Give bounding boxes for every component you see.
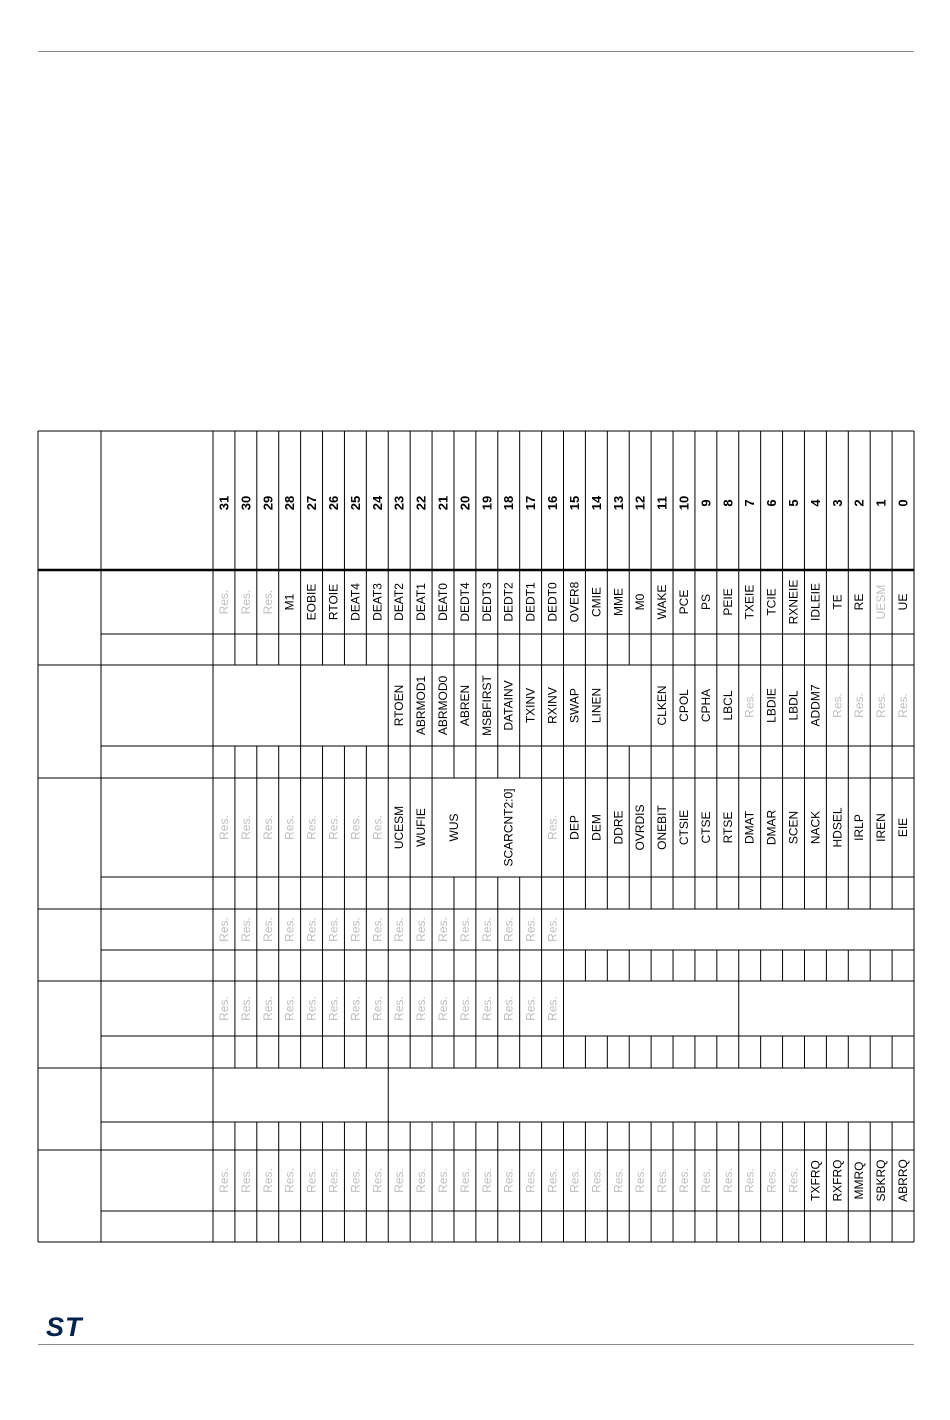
field-ovrdis: OVRDIS	[633, 804, 648, 851]
field-datainv: DATAINV	[501, 680, 516, 731]
bit-number-6: 6	[764, 499, 780, 507]
bit-number-25: 25	[347, 495, 363, 511]
field-dedt0: DEDT0	[545, 582, 560, 622]
bit-number-9: 9	[698, 499, 714, 507]
field-dep: DEP	[567, 815, 582, 840]
field-ue: UE	[896, 593, 911, 611]
reserved-field: Res.	[589, 1168, 604, 1193]
reserved-field: Res.	[392, 1168, 407, 1193]
field-dmat: DMAT	[742, 810, 757, 845]
field-hdsel: HDSEL	[830, 807, 845, 848]
reserved-field: Res.	[348, 1168, 363, 1193]
reserved-field: Res.	[545, 1168, 560, 1193]
bit-number-17: 17	[523, 495, 539, 511]
reserved-field: Res.	[392, 996, 407, 1021]
reserved-field: Res.	[523, 996, 538, 1021]
field-dem: DEM	[589, 814, 604, 841]
reserved-field: Res.	[260, 815, 275, 840]
bit-number-3: 3	[829, 499, 845, 507]
bit-number-15: 15	[566, 495, 582, 511]
field-deat4: DEAT4	[348, 583, 363, 621]
field-m1: M1	[282, 593, 297, 611]
field-abrrq: ABRRQ	[896, 1159, 911, 1202]
field-irlp: IRLP	[852, 814, 867, 841]
reserved-field: Res.	[238, 1168, 253, 1193]
reserved-field: Res.	[326, 815, 341, 840]
reserved-field: Res.	[676, 1168, 691, 1193]
bit-number-24: 24	[369, 495, 385, 511]
field-dedt2: DEDT2	[501, 582, 516, 622]
field-deat3: DEAT3	[370, 583, 385, 621]
reserved-field: Res.	[501, 996, 516, 1021]
field-deat0: DEAT0	[436, 583, 451, 621]
field-tcie: TCIE	[764, 588, 779, 616]
reserved-field: Res.	[260, 996, 275, 1021]
field-txinv: TXINV	[523, 687, 538, 724]
field-ddre: DDRE	[611, 810, 626, 845]
field-deat2: DEAT2	[392, 583, 407, 621]
reserved-field: Res.	[216, 815, 231, 840]
field-eobie: EOBIE	[304, 583, 319, 621]
reserved-field: Res.	[370, 815, 385, 840]
reserved-field: Res.	[282, 996, 297, 1021]
reserved-field: Res.	[282, 917, 297, 942]
field-wus: WUS	[446, 813, 461, 842]
field-sbkrq: SBKRQ	[874, 1159, 889, 1202]
reserved-field: Res.	[282, 1168, 297, 1193]
bit-number-26: 26	[325, 495, 341, 511]
footer-rule	[38, 1344, 914, 1345]
bit-number-23: 23	[391, 495, 407, 511]
reserved-field: Res.	[698, 1168, 713, 1193]
bit-number-7: 7	[742, 499, 758, 507]
field-abrmod1: ABRMOD1	[414, 675, 429, 736]
field-lbdl: LBDL	[786, 690, 801, 721]
reserved-field: Res.	[830, 693, 845, 718]
field-over8: OVER8	[567, 581, 582, 623]
field-nack: NACK	[808, 810, 823, 845]
bit-number-8: 8	[720, 499, 736, 507]
field-dedt1: DEDT1	[523, 582, 538, 622]
reserved-field: Res.	[282, 815, 297, 840]
field-rtse: RTSE	[720, 811, 735, 844]
field-cmie: CMIE	[589, 587, 604, 617]
reserved-field: Res.	[896, 693, 911, 718]
reserved-field: Res.	[216, 917, 231, 942]
field-rtoie: RTOIE	[326, 583, 341, 621]
reserved-field: Res.	[238, 815, 253, 840]
bit-number-31: 31	[216, 495, 232, 511]
field-m0: M0	[633, 593, 648, 611]
reserved-field: Res.	[216, 589, 231, 615]
field-dedt3: DEDT3	[479, 582, 494, 622]
reserved-field: Res.	[370, 1168, 385, 1193]
field-deat1: DEAT1	[414, 583, 429, 621]
field-onebit: ONEBIT	[655, 805, 670, 850]
reserved-field: Res.	[523, 1168, 538, 1193]
reserved-field: Res.	[764, 1168, 779, 1193]
field-wufie: WUFIE	[414, 808, 429, 847]
reserved-field: Res.	[348, 917, 363, 942]
field-ctse: CTSE	[698, 811, 713, 844]
reserved-field: Res.	[874, 693, 889, 718]
field-mmrq: MMRQ	[852, 1161, 867, 1200]
reserved-field: Res.	[523, 917, 538, 942]
reserved-field: Res.	[370, 917, 385, 942]
bit-number-10: 10	[676, 495, 692, 511]
reserved-field: Res.	[742, 693, 757, 718]
reserved-field: Res.	[457, 1168, 472, 1193]
field-eie: EIE	[896, 817, 911, 838]
bit-number-12: 12	[632, 495, 648, 511]
reserved-field: Res.	[633, 1168, 648, 1193]
field-clken: CLKEN	[655, 685, 670, 726]
reserved-field: Res.	[260, 1168, 275, 1193]
st-logo-text: ST	[46, 1312, 83, 1340]
bit-number-30: 30	[238, 495, 254, 511]
field-rxfrq: RXFRQ	[830, 1159, 845, 1202]
reserved-field: Res.	[655, 1168, 670, 1193]
reserved-field: Res.	[414, 996, 429, 1021]
reserved-field: Res.	[304, 917, 319, 942]
bit-number-2: 2	[851, 499, 867, 507]
field-cpol: CPOL	[676, 689, 691, 722]
reserved-field: Res.	[720, 1168, 735, 1193]
bit-number-21: 21	[435, 495, 451, 511]
field-mme: MME	[611, 588, 626, 616]
reserved-field: Res.	[304, 996, 319, 1021]
reserved-field: Res.	[414, 1168, 429, 1193]
reserved-field: Res.	[567, 1168, 582, 1193]
bit-number-14: 14	[588, 495, 604, 511]
reserved-field: Res.	[479, 1168, 494, 1193]
reserved-field: Res.	[479, 996, 494, 1021]
reserved-field: Res.	[457, 917, 472, 942]
reserved-field: UESM	[874, 584, 889, 620]
reserved-field: Res.	[501, 917, 516, 942]
bit-number-29: 29	[260, 495, 276, 511]
field-peie: PEIE	[720, 588, 735, 616]
field-dmar: DMAR	[764, 809, 779, 846]
field-linen: LINEN	[589, 687, 604, 724]
field-ucesm: UCESM	[392, 805, 407, 850]
bit-number-16: 16	[545, 495, 561, 511]
reserved-field: Res.	[479, 917, 494, 942]
bit-number-22: 22	[413, 495, 429, 511]
bit-number-13: 13	[610, 495, 626, 511]
bit-number-18: 18	[501, 495, 517, 511]
field-ps: PS	[698, 593, 713, 611]
reserved-field: Res.	[304, 815, 319, 840]
reserved-field: Res.	[260, 589, 275, 615]
field-txeie: TXEIE	[742, 584, 757, 620]
bit-number-11: 11	[654, 496, 670, 510]
reserved-field: Res.	[545, 917, 560, 942]
field-addm7: ADDM7	[808, 684, 823, 727]
field-pce: PCE	[676, 589, 691, 615]
field-abrmod0: ABRMOD0	[436, 675, 451, 736]
reserved-field: Res.	[348, 996, 363, 1021]
reserved-field: Res.	[611, 1168, 626, 1193]
reserved-field: Res.	[238, 589, 253, 615]
reserved-field: Res.	[786, 1168, 801, 1193]
bit-number-0: 0	[895, 499, 911, 507]
reserved-field: Res.	[457, 996, 472, 1021]
reserved-field: Res.	[742, 1168, 757, 1193]
bit-number-4: 4	[807, 499, 823, 507]
bit-number-19: 19	[479, 495, 495, 511]
field-swap: SWAP	[567, 688, 582, 723]
reserved-field: Res.	[370, 996, 385, 1021]
reserved-field: Res.	[545, 996, 560, 1021]
reserved-field: Res.	[216, 996, 231, 1021]
reserved-field: Res.	[852, 693, 867, 718]
reserved-field: Res.	[436, 917, 451, 942]
field-cpha: CPHA	[698, 688, 713, 723]
field-te: TE	[830, 594, 845, 610]
field-msbfirst: MSBFIRST	[479, 675, 494, 736]
reserved-field: Res.	[436, 996, 451, 1021]
st-logo	[44, 1312, 100, 1340]
reserved-field: Res.	[326, 1168, 341, 1193]
reserved-field: Res.	[216, 1168, 231, 1193]
field-scen: SCEN	[786, 810, 801, 845]
reserved-field: Res.	[392, 917, 407, 942]
reserved-field: Res.	[238, 996, 253, 1021]
field-iren: IREN	[874, 813, 889, 842]
reserved-field: Res.	[348, 815, 363, 840]
field-idleie: IDLEIE	[808, 582, 823, 622]
reserved-field: Res.	[414, 917, 429, 942]
field-lbcl: LBCL	[720, 690, 735, 721]
field-lbdie: LBDIE	[764, 688, 779, 723]
field-re: RE	[852, 593, 867, 611]
field-abren: ABREN	[457, 684, 472, 727]
bit-number-28: 28	[282, 495, 298, 511]
field-scarcnt2-0-: SCARCNT2:0]	[501, 788, 516, 867]
bit-number-27: 27	[304, 495, 320, 511]
reserved-field: Res.	[326, 996, 341, 1021]
bit-number-5: 5	[786, 499, 802, 507]
reserved-field: Res.	[326, 917, 341, 942]
reserved-field: Res.	[304, 1168, 319, 1193]
bit-number-1: 1	[873, 499, 889, 507]
reserved-field: Res.	[238, 917, 253, 942]
bit-number-20: 20	[457, 495, 473, 511]
field-rxneie: RXNEIE	[786, 579, 801, 625]
field-txfrq: TXFRQ	[808, 1160, 823, 1201]
field-ctsie: CTSIE	[676, 809, 691, 846]
reserved-field: Res.	[260, 917, 275, 942]
field-dedt4: DEDT4	[457, 582, 472, 622]
field-rtoen: RTOEN	[392, 684, 407, 727]
reserved-field: Res.	[436, 1168, 451, 1193]
field-rxinv: RXINV	[545, 687, 560, 724]
reserved-field: Res.	[501, 1168, 516, 1193]
field-wake: WAKE	[655, 584, 670, 620]
reserved-field: Res.	[545, 815, 560, 840]
